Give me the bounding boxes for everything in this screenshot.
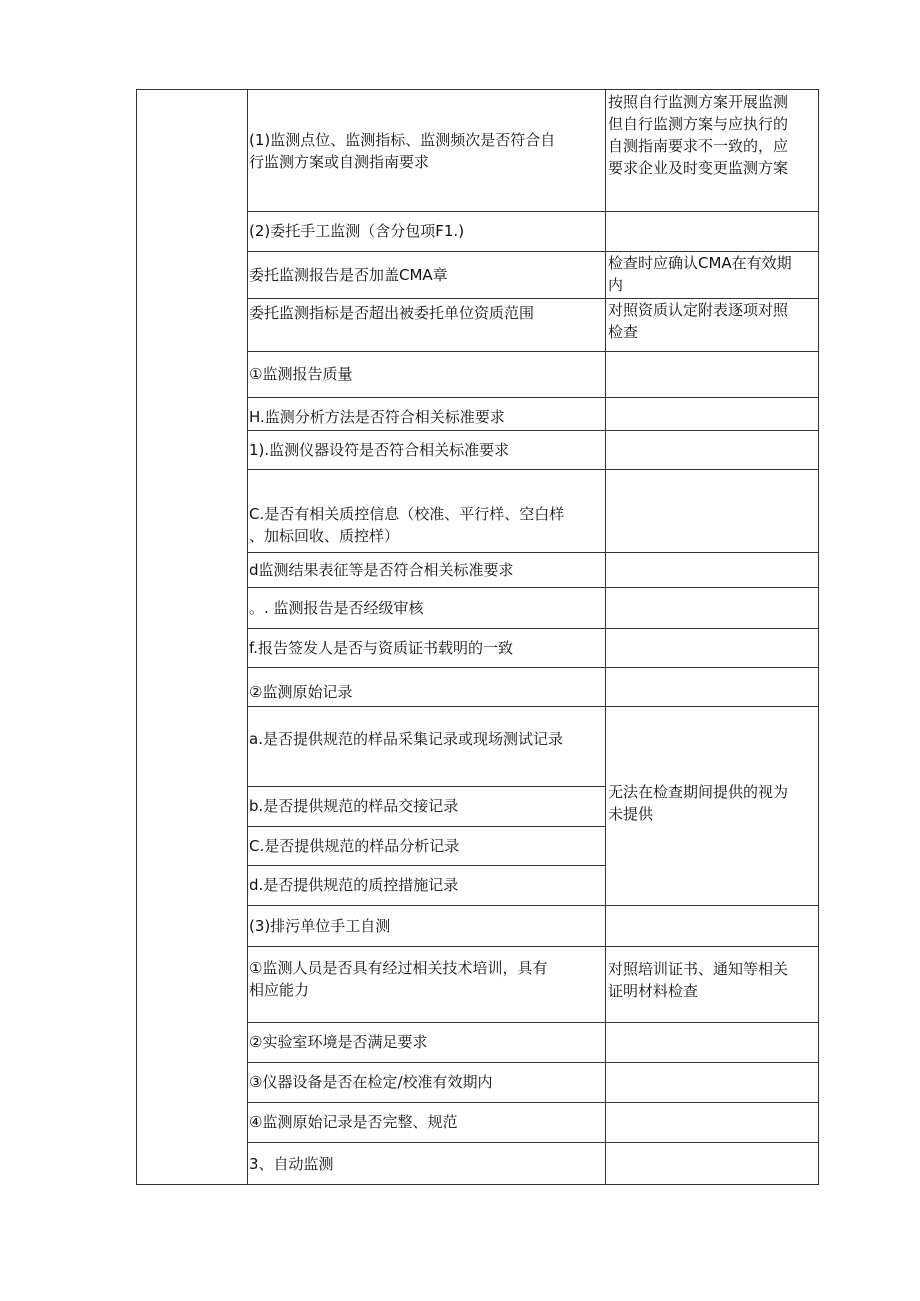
item-cell: ①监测人员是否具有经过相关技术培训，具有 相应能力 — [249, 959, 548, 999]
item-cell: a.是否提供规范的样品采集记录或现场测试记录 — [249, 730, 563, 748]
item-cell: (1)监测点位、监测指标、监测频次是否符合自 行监测方案或自测指南要求 — [249, 130, 556, 171]
note-cell: 按照自行监测方案开展监测 但自行监测方案与应执行的 自测指南要求不一致的，应 要求企业及时变更监测方案 — [608, 93, 789, 177]
column-divider — [605, 90, 606, 1184]
item-cell: (3)排污单位手工自测 — [249, 916, 391, 935]
item-cell: ②实验室环境是否满足要求 — [249, 1033, 428, 1051]
column-divider — [247, 90, 248, 1184]
item-cell: d监测结果表征等是否符合相关标准要求 — [249, 560, 514, 579]
item-cell: (2)委托手工监测（含分包项F1.) — [249, 222, 465, 240]
item-cell: C.是否有相关质控信息（校准、平行样、空白样 、加标回收、质控样） — [249, 504, 565, 545]
item-cell: 1).监测仪器设符是否符合相关标准要求 — [249, 440, 510, 459]
note-cell: 对照资质认定附表逐项对照 检查 — [608, 301, 789, 341]
item-cell: 3、自动监测 — [249, 1154, 334, 1173]
item-cell: ③仪器设备是否在检定/校准有效期内 — [249, 1073, 493, 1091]
item-cell: b.是否提供规范的样品交接记录 — [249, 797, 459, 815]
note-cell: 对照培训证书、通知等相关 证明材料检查 — [608, 960, 789, 1000]
item-cell: d.是否提供规范的质控措施记录 — [249, 876, 459, 894]
item-cell: C.是否提供规范的样品分析记录 — [249, 836, 460, 855]
item-cell: 委托监测报告是否加盖CMA章 — [249, 265, 448, 284]
item-cell: f.报告签发人是否与资质证书载明的一致 — [249, 638, 513, 657]
item-cell: ④监测原始记录是否完整、规范 — [249, 1113, 458, 1131]
item-cell: H.监测分析方法是否符合相关标准要求 — [249, 407, 505, 426]
item-cell: ②监测原始记录 — [249, 682, 353, 701]
item-cell: ①监测报告质量 — [249, 365, 353, 383]
item-cell: 委托监测指标是否超出被委托单位资质范围 — [249, 304, 535, 322]
merged-note-cell: 无法在检查期间提供的视为 未提供 — [608, 782, 789, 823]
inspection-table — [136, 89, 819, 1185]
item-cell: 。. 监测报告是否经级审核 — [249, 598, 424, 617]
note-cell: 检查时应确认CMA在有效期 内 — [608, 254, 792, 294]
